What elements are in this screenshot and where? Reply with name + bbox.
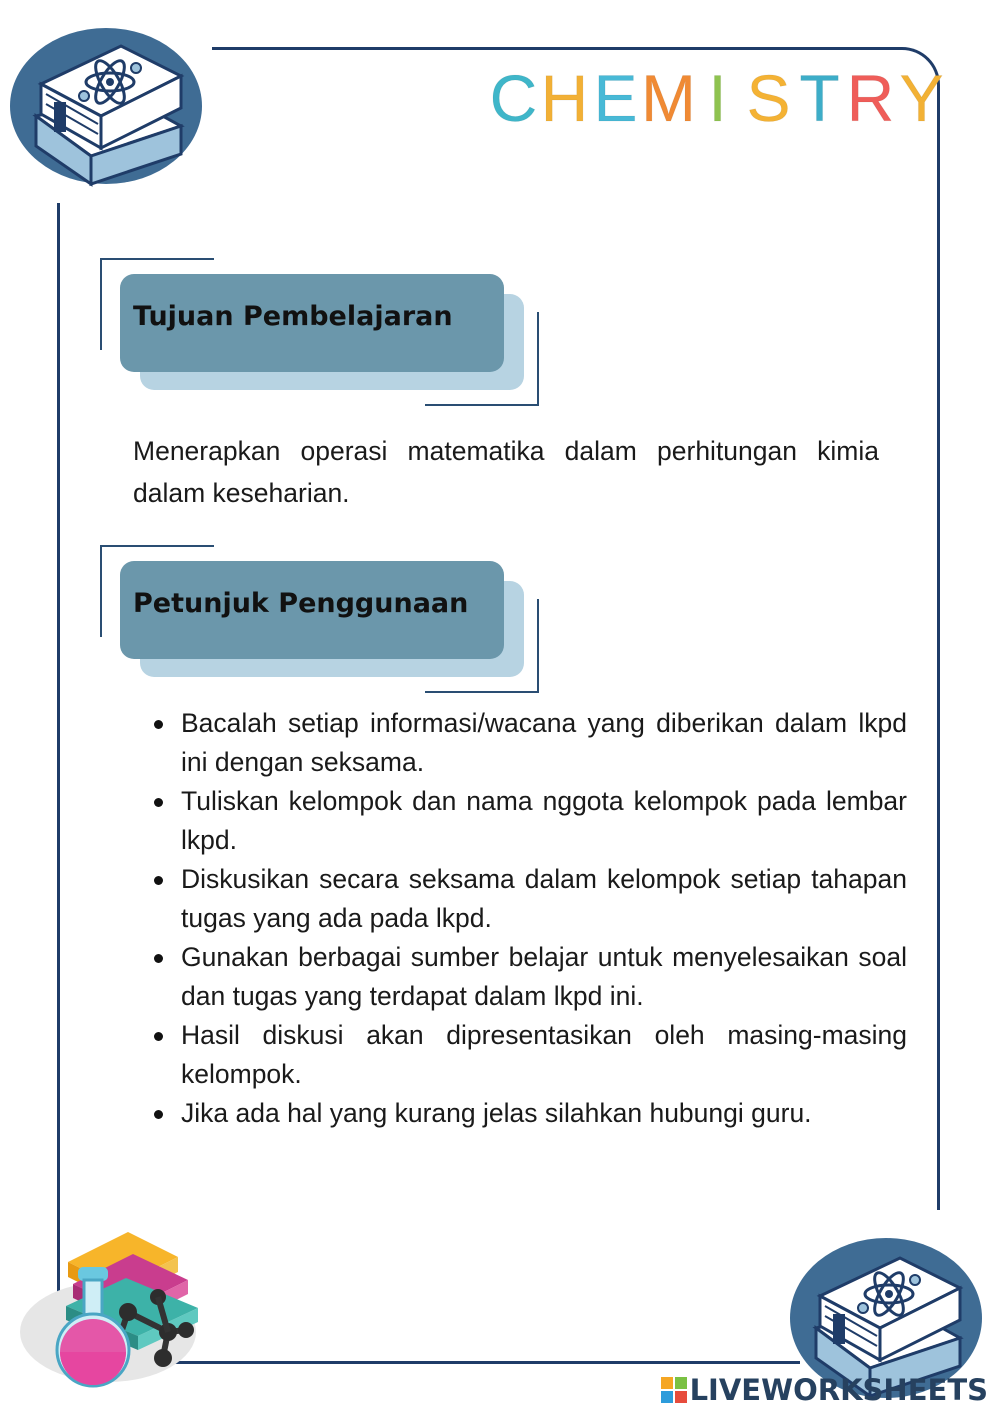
instructions-list: [133, 704, 907, 1133]
list-item-text: Jika ada hal yang kurang jelas silahkan hubungi guru.: [181, 1098, 812, 1128]
flask-books-icon: [18, 1222, 218, 1392]
frame-left-line: [57, 203, 60, 1293]
list-item-text: Hasil diskusi akan dipresentasikan oleh masing-masing kelompok.: [181, 1020, 907, 1089]
bullet-icon: [154, 954, 163, 963]
liveworksheets-icon: [660, 1376, 688, 1404]
list-item: [133, 782, 907, 860]
list-item: [133, 1094, 907, 1133]
title-letter: I: [708, 61, 727, 135]
bullet-icon: [154, 876, 163, 885]
list-item: [133, 938, 907, 1016]
title-letter: H: [540, 61, 589, 135]
title-letter: M: [641, 61, 696, 135]
title-letter: S: [746, 61, 791, 135]
instructions-heading: Petunjuk Penggunaan: [133, 588, 469, 619]
objective-heading-block: [100, 274, 540, 424]
list-item-text: Tuliskan kelompok dan nama nggota kelompok pada lembar lkpd.: [181, 786, 907, 855]
lab-illustration: [18, 1222, 218, 1392]
liveworksheets-brand: LIVEWORKSHEETS: [689, 1373, 988, 1407]
instructions-heading-block: [100, 561, 540, 711]
bullet-icon: [154, 798, 163, 807]
list-item: [133, 860, 907, 938]
chemistry-title: [488, 58, 948, 138]
list-item-text: Diskusikan secara seksama dalam kelompok setiap tahapan tugas yang ada pada lkpd.: [181, 864, 907, 933]
objective-heading: Tujuan Pembelajaran: [133, 301, 453, 332]
bullet-icon: [154, 1032, 163, 1041]
atom-book-icon: [6, 16, 206, 188]
objective-text: Menerapkan operasi matematika dalam perhitungan kimia dalam keseharian.: [133, 436, 879, 508]
title-letter: C: [489, 61, 538, 135]
book-illustration-top: [6, 16, 206, 188]
frame-top-line: [212, 47, 900, 50]
frame-bottom-line: [160, 1361, 800, 1364]
bullet-icon: [154, 720, 163, 729]
title-letter: Y: [899, 61, 944, 135]
liveworksheets-logo: [660, 1370, 988, 1410]
title-letter: T: [799, 61, 840, 135]
title-letter: E: [593, 61, 638, 135]
frame-right-line: [937, 100, 940, 1210]
title-letter: R: [846, 61, 895, 135]
list-item: [133, 1016, 907, 1094]
list-item: [133, 704, 907, 782]
list-item-text: Bacalah setiap informasi/wacana yang diberikan dalam lkpd ini dengan seksama.: [181, 708, 907, 777]
list-item-text: Gunakan berbagai sumber belajar untuk menyelesaikan soal dan tugas yang terdapat dalam lkpd ini.: [181, 942, 907, 1011]
bullet-icon: [154, 1110, 163, 1119]
